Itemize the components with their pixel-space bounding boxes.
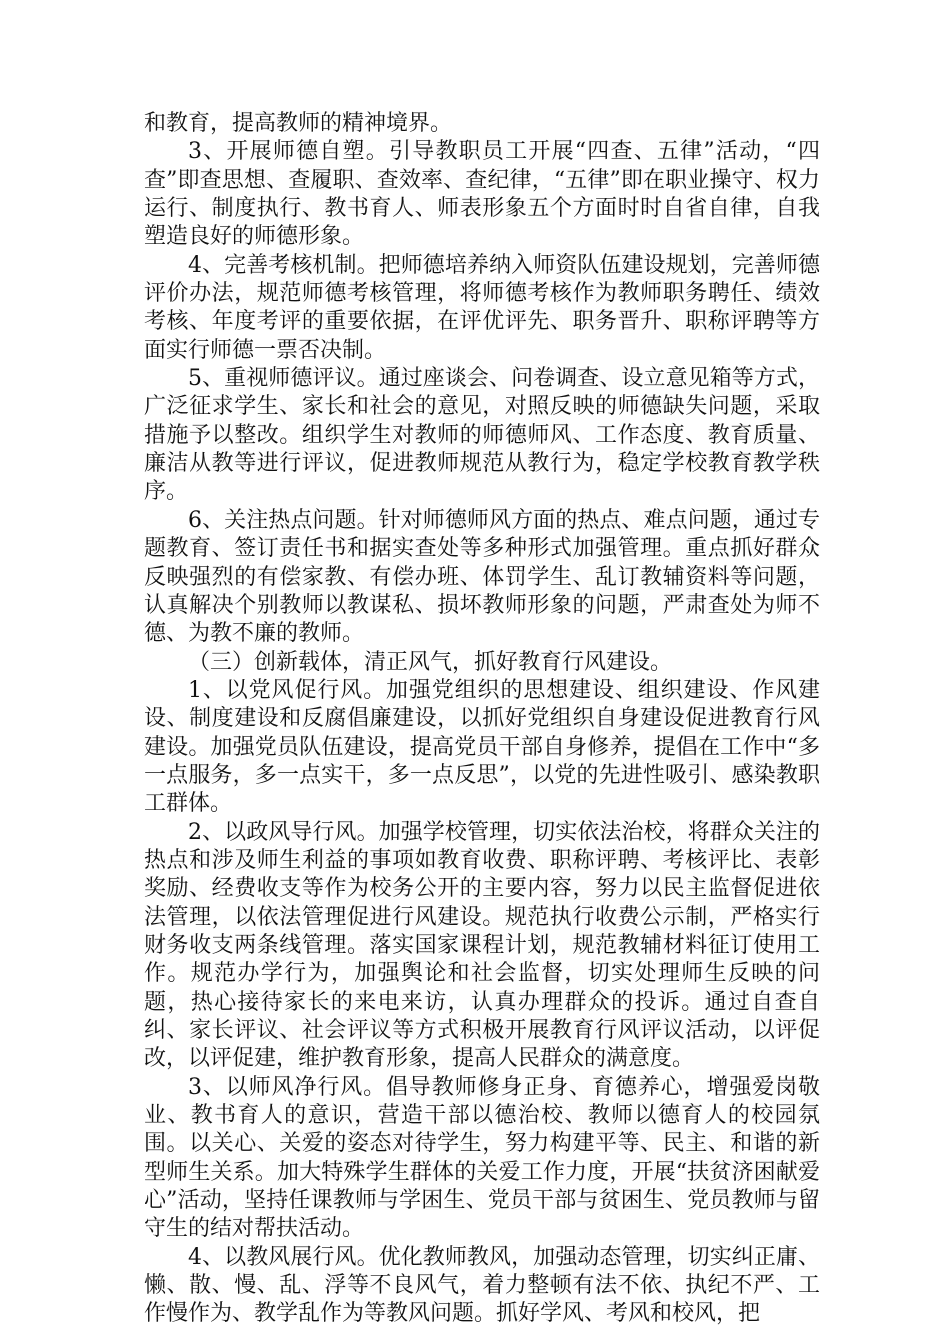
paragraph-ethics-evaluation: 5、重视师德评议。通过座谈会、问卷调查、设立意见箱等方式，广泛征求学生、家长和社会的意见，对照反映的师德缺失问题，采取措施予以整改。组织学生对教师的师德师风、工作态度、教育质量、廉洁从教等进行评议，促进教师规范从教行为，稳定学校教育教学秩序。 [144, 366, 820, 505]
section-heading-industry-style: （三）创新载体，清正风气，抓好教育行风建设。 [188, 649, 673, 675]
paragraph-assessment-mechanism: 4、完善考核机制。把师德培养纳入师资队伍建设规划，完善师德评价办法，规范师德考核管理，将师德考核作为教师职务聘任、绩效考核、年度考评的重要依据，在评优评先、职务晋升、职称评聘等方面实行师德一票否决制。 [144, 252, 820, 363]
paragraph-government-style: 2、以政风导行风。加强学校管理，切实依法治校，将群众关注的热点和涉及师生利益的事项如教育收费、职称评聘、考核评比、表彰奖励、经费收支等作为校务公开的主要内容，努力以民主监督促进依法管理，以依法管理促进行风建设。规范执行收费公示制，严格实行财务收支两条线管理。落实国家课程计划，规范教辅材料征订使用工作。规范办学行为，加强舆论和社会监督，切实处理师生反映的问题，热心接待家长的来电来访，认真办理群众的投诉。通过自查自纠、家长评议、社会评议等方式积极开展教育行风评议活动，以评促改，以评促建，维护教育形象，提高人民群众的满意度。 [144, 819, 820, 1072]
paragraph-party-style: 1、以党风促行风。加强党组织的思想建设、组织建设、作风建设、制度建设和反腐倡廉建设，以抓好党组织自身建设促进教育行风建设。加强党员队伍建设，提高党员干部自身修养，提倡在工作中“多一点服务，多一点实干，多一点反思”，以党的先进性吸引、感染教职工群体。 [144, 677, 820, 817]
paragraph-teaching-style: 4、以教风展行风。优化教师教风，加强动态管理，切实纠正庸、懒、散、慢、乱、浮等不良风气，着力整顿有法不依、执纪不严、工作慢作为、教学乱作为等教风问题。抓好学风、考风和校风，把 [144, 1244, 820, 1327]
paragraph-hot-issues: 6、关注热点问题。针对师德师风方面的热点、难点问题，通过专题教育、签订责任书和据实查处等多种形式加强管理。重点抓好群众反映强烈的有偿家教、有偿办班、体罚学生、乱订教辅资料等问题，认真解决个别教师以教谋私、损坏教师形象的问题，严肃查处为师不德、为教不廉的教师。 [144, 507, 820, 647]
paragraph-teacher-style: 3、以师风净行风。倡导教师修身正身、育德养心，增强爱岗敬业、教书育人的意识，营造干部以德治校、教师以德育人的校园氛围。以关心、关爱的姿态对待学生，努力构建平等、民主、和谐的新型师生关系。加大特殊学生群体的关爱工作力度，开展“扶贫济困献爱心”活动，坚持任课教师与学困生、党员干部与贫困生、党员教师与留守生的结对帮扶活动。 [144, 1074, 820, 1242]
document-page [144, 110, 820, 1329]
paragraph-continuation: 和教育，提高教师的精神境界。 [144, 111, 453, 136]
paragraph-teacher-ethics-self-shaping: 3、开展师德自塑。引导教职员工开展“四查、五律”活动，“四查”即查思想、查履职、查效率、查纪律，“五律”即在职业操守、权力运行、制度执行、教书育人、师表形象五个方面时时自省自律，自我塑造良好的师德形象。 [144, 139, 820, 250]
